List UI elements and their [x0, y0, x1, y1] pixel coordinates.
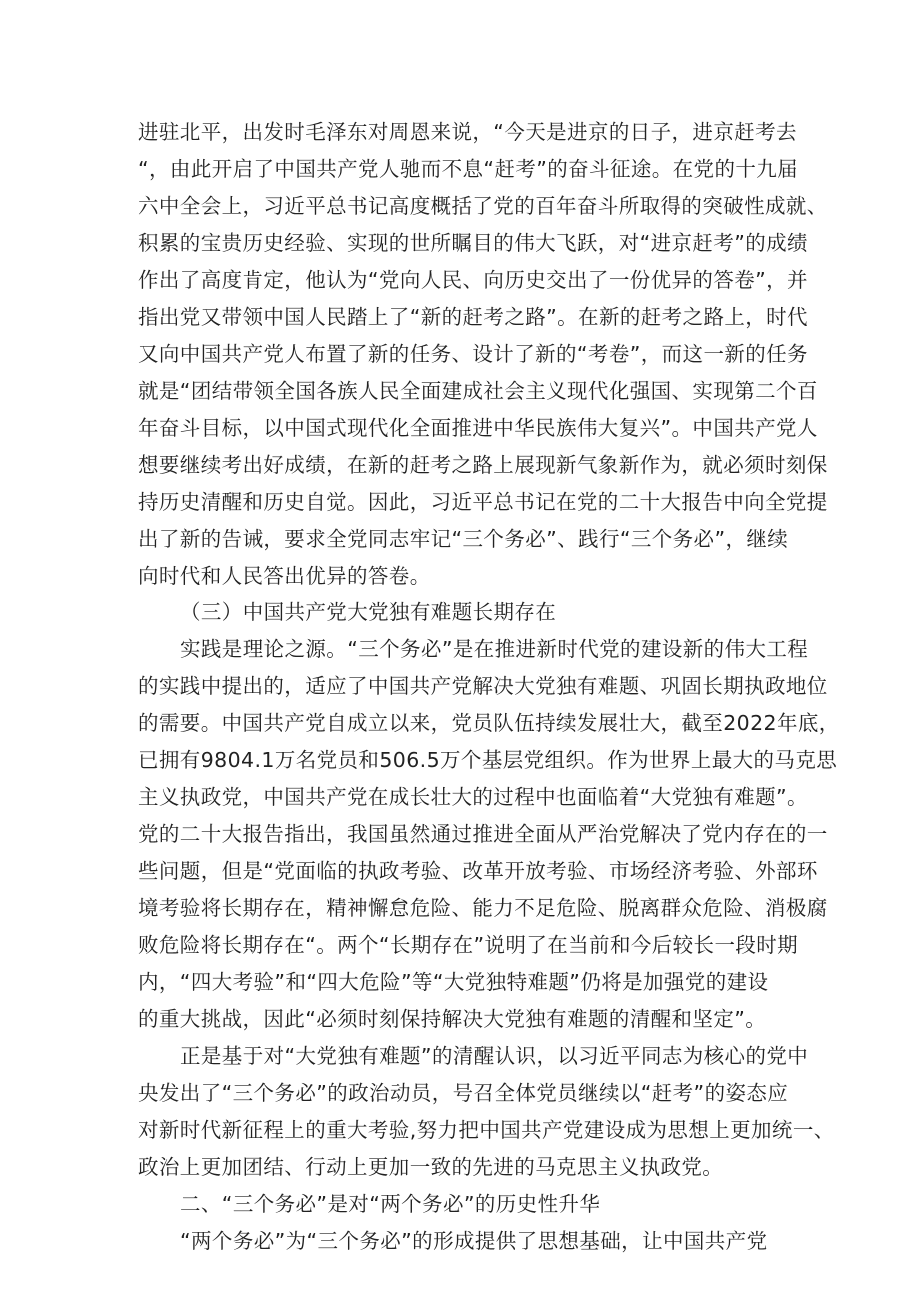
paragraph-line: 些问题，但是“党面临的执政考验、改革开放考验、市场经济考验、外部环: [138, 859, 818, 883]
paragraph-line: 积累的宝贵历史经验、实现的世所瞩目的伟大飞跃，对“进京赶考”的成绩: [138, 231, 808, 255]
paragraph-line: 年奋斗目标，以中国式现代化全面推进中华民族伟大复兴”。中国共产党人: [138, 416, 818, 440]
paragraph-line: 的重大挑战，因此“必须时刻保持解决大党独有难题的清醒和坚定”。: [138, 1007, 767, 1031]
paragraph-line: 的需要。中国共产党自成立以来，党员队伍持续发展壮大，截至2022年底，: [138, 711, 840, 735]
paragraph-line: 政治上更加团结、行动上更加一致的先进的马克思主义执政党。: [138, 1155, 724, 1179]
paragraph-line: 出了新的告诫，要求全党同志牢记“三个务必”、践行“三个务必”，继续: [138, 527, 789, 551]
section-heading: （三）中国共产党大党独有难题长期存在: [180, 600, 557, 624]
paragraph-line: 又向中国共产党人布置了新的任务、设计了新的“考卷”，而这一新的任务: [138, 342, 808, 366]
paragraph-line: 六中全会上，习近平总书记高度概括了党的百年奋斗所取得的突破性成就、: [138, 194, 828, 218]
paragraph-line: 想要继续考出好成绩，在新的赶考之路上展现新气象新作为，就必须时刻保: [138, 453, 828, 477]
paragraph-line: “两个务必”为“三个务必”的形成提供了思想基础，让中国共产党: [180, 1229, 768, 1253]
paragraph-line: 央发出了“三个务必”的政治动员，号召全体党员继续以“赶考”的姿态应: [138, 1081, 789, 1105]
paragraph-line: 境考验将长期存在，精神懈怠危险、能力不足危险、脱离群众危险、消极腐: [138, 896, 828, 920]
paragraph-line: 的实践中提出的，适应了中国共产党解决大党独有难题、巩固长期执政地位: [138, 674, 828, 698]
paragraph-line: 党的二十大报告指出，我国虽然通过推进全面从严治党解决了党内存在的一: [138, 822, 828, 846]
paragraph-line: “，由此开启了中国共产党人驰而不息“赶考”的奋斗征途。在党的十九届: [138, 157, 799, 181]
paragraph-line: 败危险将长期存在“。两个“长期存在”说明了在当前和今后较长一段时期: [138, 933, 799, 957]
paragraph-line: 就是“团结带领全国各族人民全面建成社会主义现代化强国、实现第二个百: [138, 379, 818, 403]
paragraph-line: 对新时代新征程上的重大考验,努力把中国共产党建设成为思想上更加统一、: [138, 1118, 835, 1142]
paragraph-line: 已拥有9804.1万名党员和506.5万个基层党组织。作为世界上最大的马克思: [138, 748, 838, 772]
paragraph-line: 向时代和人民答出优异的答卷。: [138, 564, 431, 588]
paragraph-line: 持历史清醒和历史自觉。因此，习近平总书记在党的二十大报告中向全党提: [138, 490, 828, 514]
paragraph-line: 作出了高度肯定，他认为“党向人民、向历史交出了一份优异的答卷”，并: [138, 268, 808, 292]
paragraph-line: 内，“四大考验”和“四大危险”等“大党独特难题”仍将是加强党的建设: [138, 970, 769, 994]
paragraph-line: 实践是理论之源。“三个务必”是在推进新时代党的建设新的伟大工程: [180, 637, 809, 661]
section-heading: 二、“三个务必”是对“两个务必”的历史性升华: [180, 1192, 601, 1216]
paragraph-line: 指出党又带领中国人民踏上了“新的赶考之路”。在新的赶考之路上，时代: [138, 305, 808, 329]
paragraph-line: 进驻北平，出发时毛泽东对周恩来说，“今天是进京的日子，进京赶考去: [138, 120, 797, 144]
paragraph-line: 主义执政党，中国共产党在成长壮大的过程中也面临着“大党独有难题”。: [138, 785, 808, 809]
paragraph-line: 正是基于对“大党独有难题”的清醒认识，以习近平同志为核心的党中: [180, 1044, 809, 1068]
